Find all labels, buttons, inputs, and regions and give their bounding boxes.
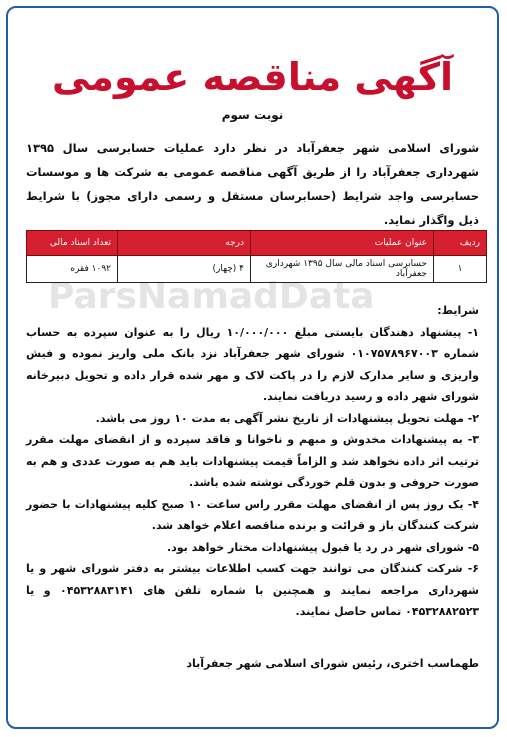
condition-item: ۳- به پیشنهادات مخدوش و مبهم و ناخوانا و فاقد سپرده و از انقضای مهلت مقرر ترتیب اثر داده نخواهد شد و الزاماً قیمت پیشنهادات باید هم به صورت عددی و هم به صورت حروفی و بدون قلم خوردگی نوشته شده باشد. <box>26 433 479 489</box>
cell-grade: ۴ (چهار) <box>118 256 251 283</box>
condition-item: ۶- شرکت کنندگان می توانند جهت کسب اطلاعات بیشتر به دفتر شورای شهر و یا شهرداری مراجعه نمایند و همچنین با شماره تلفن های ۰۴۵۳۲۸۸۳۱۴۱ و یا ۰۴۵۳۲۸۸۲۵۲۳ تماس حاصل نمایند. <box>26 562 479 618</box>
notice-frame <box>6 6 499 729</box>
cell-document-count: ۱۰۹۲ فقره <box>27 256 118 283</box>
table-row <box>27 256 487 283</box>
watermark: ParsNamadData <box>48 276 375 317</box>
condition-item: ۱- پیشنهاد دهندگان بایستی مبلغ ۱۰/۰۰۰/۰۰۰ ریال را به عنوان سپرده به حساب شماره ۰۱۰۷۵۷۸۹۶۷۰۰۳ شورای شهر جعفرآباد نزد بانک ملی واریز نموده و فیش واریزی و سایر مدارک لازم را در پاکت لاک و مهر شده قرار داده و تحویل دبیرخانه شورای شهر داده و رسید دریافت نمایند. <box>26 325 479 403</box>
header-row-number: ردیف <box>434 231 487 256</box>
header-document-count: تعداد اسناد مالی <box>27 231 118 256</box>
tender-table <box>26 230 487 283</box>
header-grade: درجه <box>118 231 251 256</box>
conditions-heading: شرایط: <box>437 304 479 317</box>
condition-item: ۵- شورای شهر در رد یا قبول پیشنهادات مختار خواهد بود. <box>166 540 479 554</box>
cell-operation-title: حسابرسی اسناد مالی سال ۱۳۹۵ شهرداری جعفرآباد <box>251 256 434 283</box>
header-operation-title: عنوان عملیات <box>251 231 434 256</box>
condition-item: ۲- مهلت تحویل پیشنهادات از تاریخ نشر آگهی به مدت ۱۰ روز می باشد. <box>95 411 479 425</box>
conditions-section <box>26 300 479 623</box>
notice-subtitle: نوبت سوم <box>221 108 284 122</box>
cell-row-number: ۱ <box>434 256 487 283</box>
notice-title: آگهی مناقصه عمومی <box>51 55 454 99</box>
intro-paragraph: شورای اسلامی شهر جعفرآباد در نظر دارد عملیات حسابرسی سال ۱۳۹۵ شهرداری جعفرآباد را از طریق آگهی مناقصه عمومی به شرکت ها و موسسات حسابرسی واجد شرایط (حسابرسان مستقل و رسمی دارای مجوز) با شرایط ذیل واگذار نماید. <box>26 141 479 227</box>
table-header-row <box>27 231 487 256</box>
signature: طهماسب اختری، رئیس شورای اسلامی شهر جعفرآباد <box>186 657 479 670</box>
condition-item: ۴- یک روز پس از انقضای مهلت مقرر راس ساعت ۱۰ صبح کلیه پیشنهادات با حضور شرکت کنندگان باز و قرائت و برنده مناقصه اعلام خواهد شد. <box>26 497 479 532</box>
